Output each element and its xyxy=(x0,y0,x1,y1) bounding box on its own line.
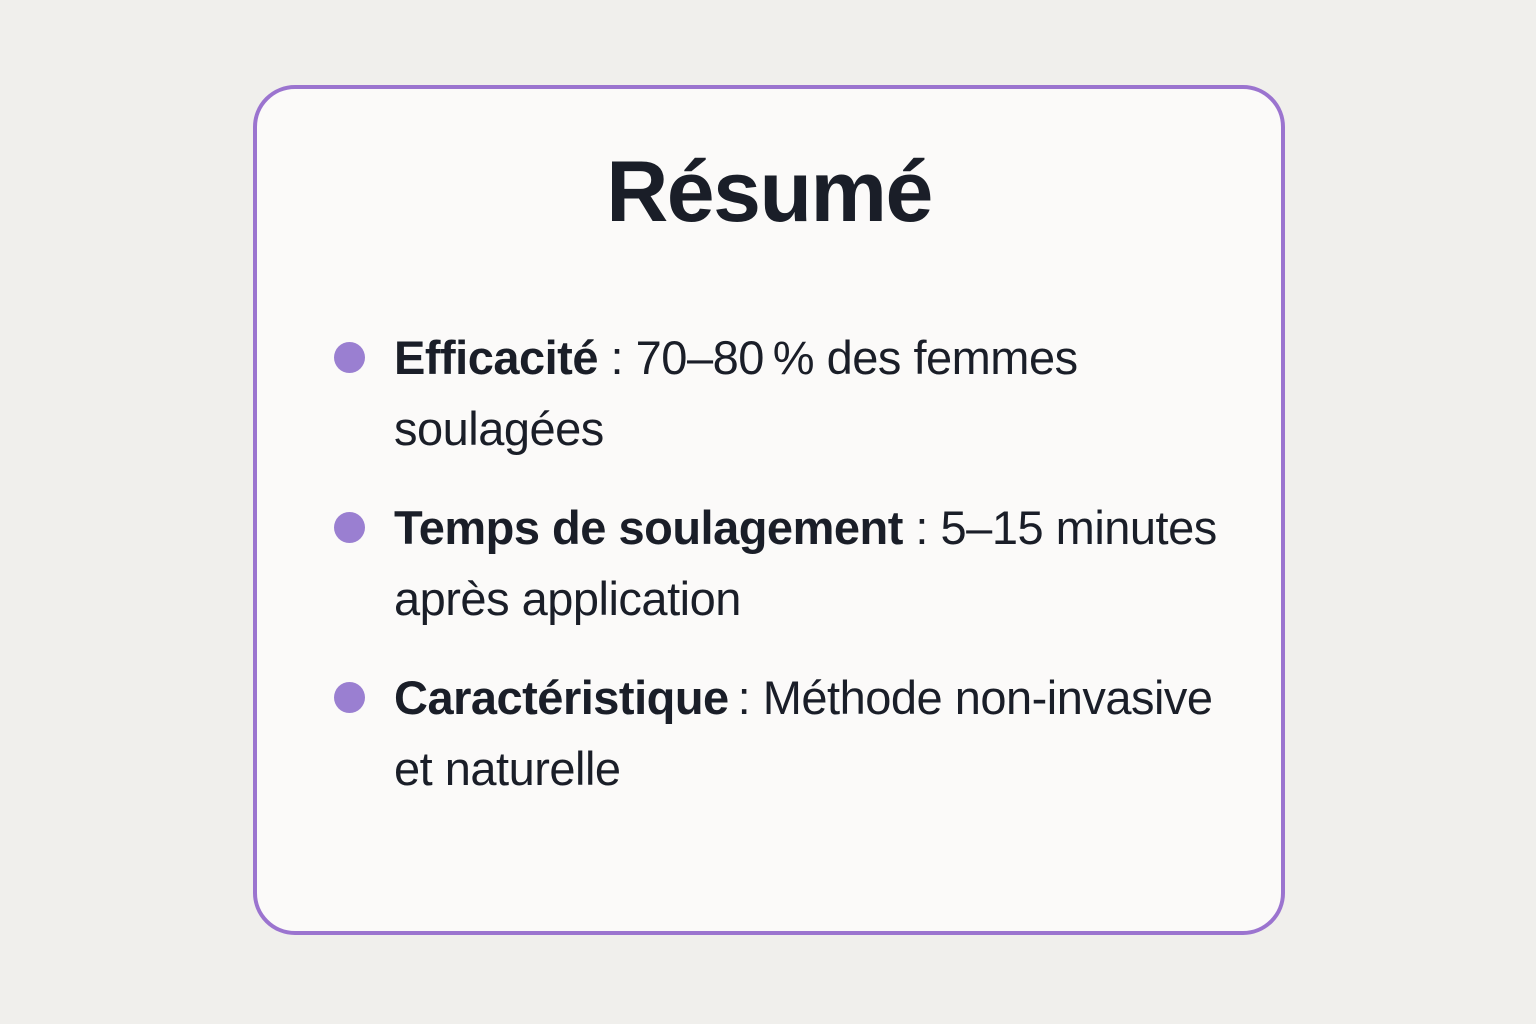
list-item-separator: : xyxy=(597,331,636,385)
bullet-dot-icon xyxy=(334,342,365,373)
list-item-separator: : xyxy=(902,501,941,555)
list-item-value: Méthode non-invasive et naturelle xyxy=(394,671,1213,796)
list-item xyxy=(334,322,1281,464)
bullet-dot-icon xyxy=(334,512,365,543)
summary-list xyxy=(257,322,1281,804)
list-item xyxy=(334,662,1281,804)
list-item-text xyxy=(394,322,1234,464)
list-item xyxy=(334,492,1281,634)
list-item-separator: : xyxy=(728,671,763,725)
summary-card xyxy=(253,85,1285,935)
list-item-text xyxy=(394,662,1234,804)
bullet-dot-icon xyxy=(334,682,365,713)
list-item-label: Temps de soulagement xyxy=(394,501,903,555)
list-item-label: Caractéristique xyxy=(394,671,729,725)
card-title: Résumé xyxy=(606,144,932,240)
list-item-label: Efficacité xyxy=(394,331,598,385)
list-item-value: 70–80 % des femmes soulagées xyxy=(394,331,1078,456)
list-item-value: 5–15 minutes après application xyxy=(394,501,1217,626)
list-item-text xyxy=(394,492,1234,634)
